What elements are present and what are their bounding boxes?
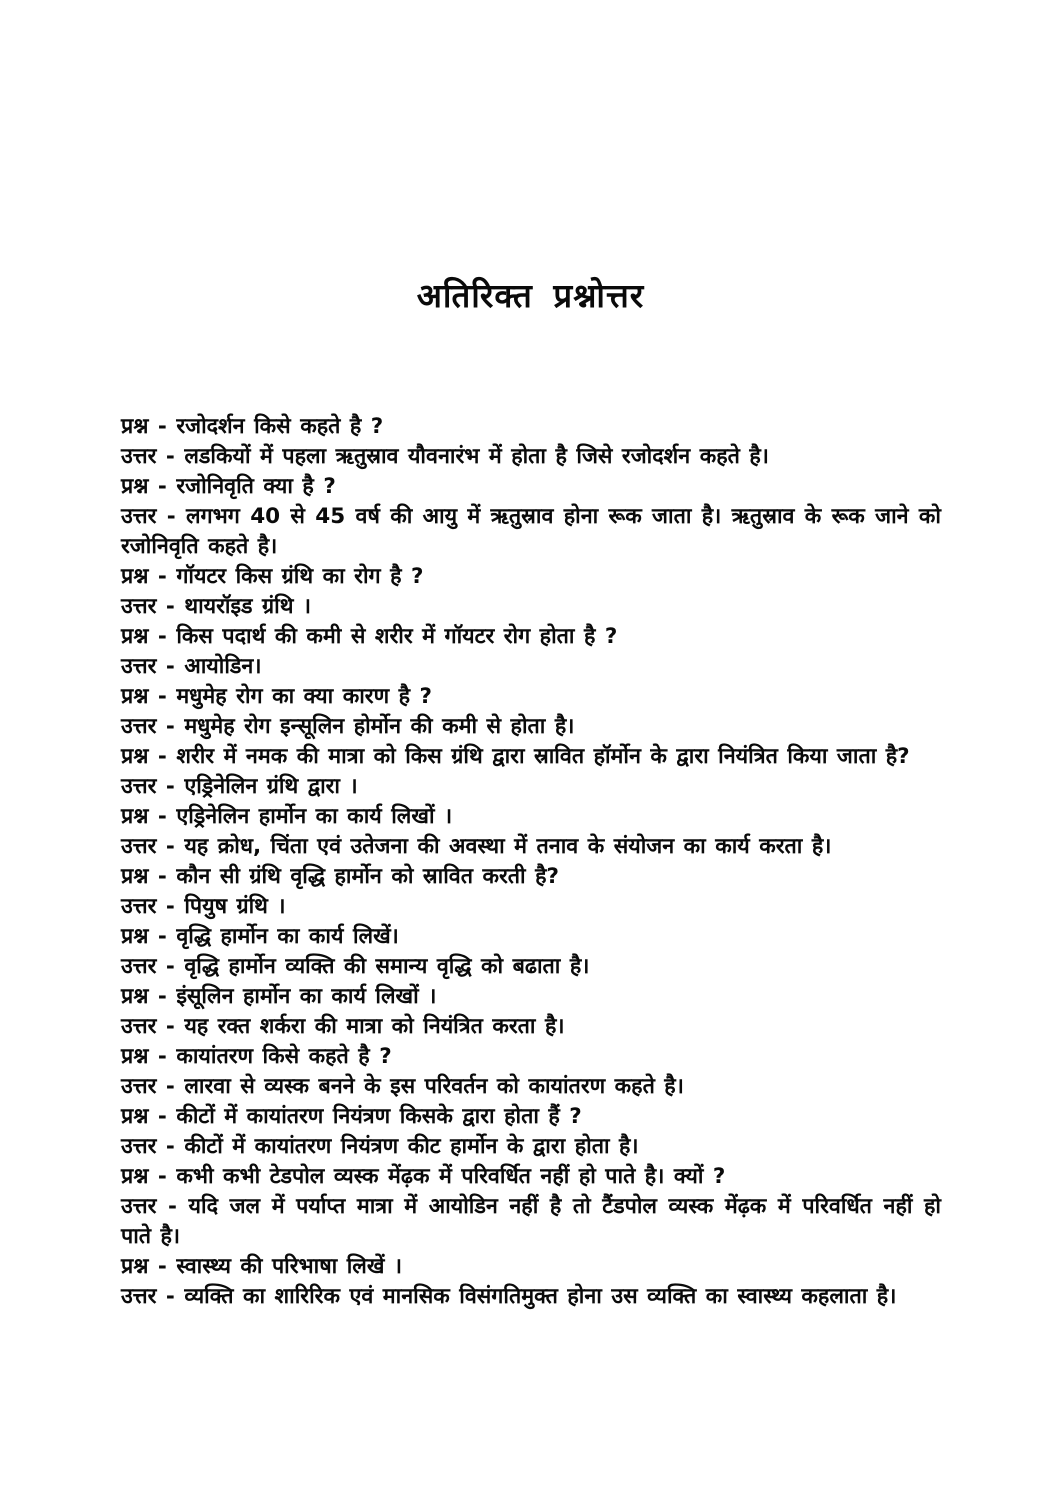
qa-answer: उत्तर - यदि जल में पर्याप्त मात्रा में आयोडिन नहीं है तो टैंडपोल व्यस्क मेंढ़क में परिवर्धित नहीं हो पाते है। <box>121 1194 941 1249</box>
qa-answer: उत्तर - लारवा से व्यस्क बनने के इस परिवर्तन को कायांतरण कहते है। <box>121 1074 684 1099</box>
qa-question: प्रश्न - मधुमेह रोग का क्या कारण है ? <box>121 684 432 709</box>
qa-question: प्रश्न - कीटों में कायांतरण नियंत्रण किसके द्वारा होता हैं ? <box>121 1104 582 1129</box>
qa-answer: उत्तर - व्यक्ति का शारिरिक एवं मानसिक विसंगतिमुक्त होना उस व्यक्ति का स्वास्थ्य कहलाता है। <box>121 1284 897 1309</box>
qa-answer: उत्तर - वृद्धि हार्मोन व्यक्ति की समान्य वृद्धि को बढाता है। <box>121 954 590 979</box>
qa-answer: उत्तर - आयोडिन। <box>121 654 262 679</box>
qa-question: प्रश्न - इंसूलिन हार्मोन का कार्य लिखों । <box>121 984 437 1009</box>
qa-question: प्रश्न - वृद्धि हार्मोन का कार्य लिखें। <box>121 924 399 949</box>
qa-answer: उत्तर - थायरॉइड ग्रंथि । <box>121 594 312 619</box>
qa-question: प्रश्न - किस पदार्थ की कमी से शरीर में गॉयटर रोग होता है ? <box>121 624 618 649</box>
qa-answer: उत्तर - लगभग 40 से 45 वर्ष की आयु में ऋतुस्राव होना रूक जाता है। ऋतुस्राव के रूक जाने को रजोनिवृति कहते है। <box>121 504 941 559</box>
qa-question: प्रश्न - रजोदर्शन किसे कहते है ? <box>121 414 384 439</box>
qa-answer: उत्तर - एड्रिनेलिन ग्रंथि द्वारा । <box>121 774 358 799</box>
qa-question: प्रश्न - शरीर में नमक की मात्रा को किस ग्रंथि द्वारा स्रावित हॉर्मोन के द्वारा नियंत्रित किया जाता है? <box>121 744 910 769</box>
qa-answer: उत्तर - मधुमेह रोग इन्सूलिन होर्मोन की कमी से होता है। <box>121 714 575 739</box>
qa-answer: उत्तर - यह क्रोध, चिंता एवं उतेजना की अवस्था में तनाव के संयोजन का कार्य करता है। <box>121 834 832 859</box>
qa-question: प्रश्न - गॉयटर किस ग्रंथि का रोग है ? <box>121 564 424 589</box>
qa-answer: उत्तर - यह रक्त शर्करा की मात्रा को नियंत्रित करता है। <box>121 1014 565 1039</box>
qa-question: प्रश्न - कौन सी ग्रंथि वृद्धि हार्मोन को स्रावित करती है? <box>121 864 559 889</box>
qa-question: प्रश्न - एड्रिनेलिन हार्मोन का कार्य लिखों । <box>121 804 453 829</box>
qa-question: प्रश्न - स्वास्थ्य की परिभाषा लिखें । <box>121 1254 403 1279</box>
qa-section <box>121 412 941 1312</box>
qa-question: प्रश्न - कायांतरण किसे कहते है ? <box>121 1044 392 1069</box>
page-title: अतिरिक्त प्रश्नोत्तर <box>416 276 645 315</box>
qa-answer: उत्तर - लडकियों में पहला ऋतुस्राव यौवनारंभ में होता है जिसे रजोदर्शन कहते है। <box>121 444 769 469</box>
qa-question: प्रश्न - रजोनिवृति क्या है ? <box>121 474 336 499</box>
qa-answer: उत्तर - पियुष ग्रंथि । <box>121 894 286 919</box>
qa-answer: उत्तर - कीटों में कायांतरण नियंत्रण कीट हार्मोन के द्वारा होता है। <box>121 1134 639 1159</box>
qa-question: प्रश्न - कभी कभी टेडपोल व्यस्क मेंढ़क में परिवर्धित नहीं हो पाते है। क्यों ? <box>121 1164 726 1189</box>
